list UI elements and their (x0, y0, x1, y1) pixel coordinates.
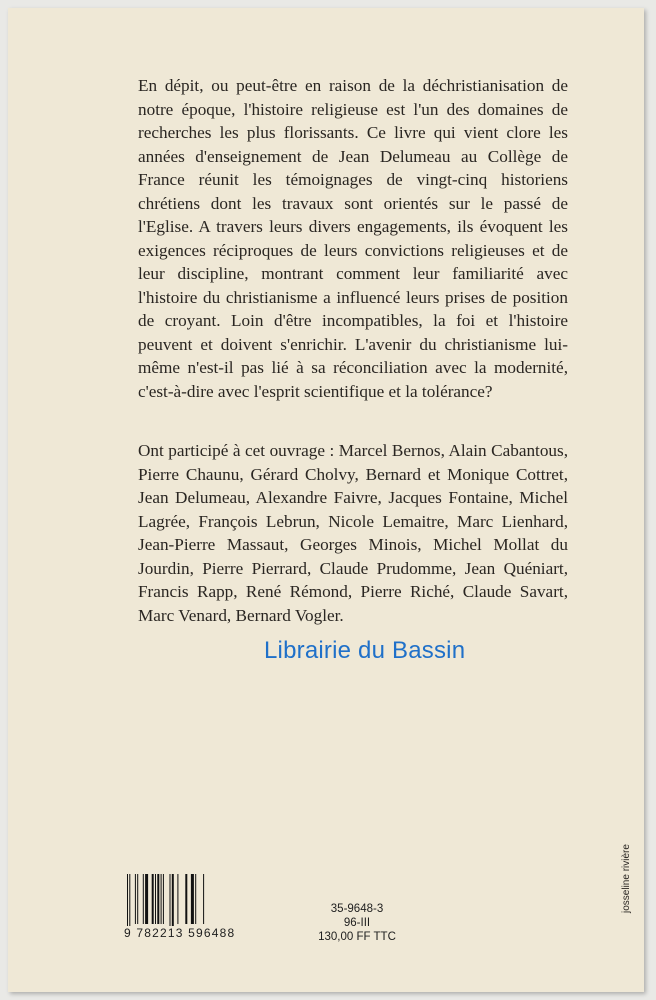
barcode-bar (127, 874, 128, 932)
book-back-cover (8, 8, 644, 992)
barcode-bar (155, 874, 156, 924)
code-line-2: 96-III (343, 917, 371, 929)
barcode-bar (161, 874, 162, 924)
barcode-bar (143, 874, 144, 924)
barcode-bar (203, 874, 204, 924)
blurb-paragraph: En dépit, ou peut-être en raison de la déchristianisation de notre époque, l'histoire religieuse est l'un des domaines de recherches les plus florissants. Ce livre qui vient clore les années d'enseignement de Jean Delumeau au Collège de France réunit les témoignages de vingt-cinq historiens chrétiens dont les travaux sont orientés sur le passé de l'Eglise. A travers leurs divers engagements, ils évoquent les exigences réciproques de leurs convictions religieuses et de leur discipline, montrant comment leur familiarité avec l'histoire du christianisme a influencé leurs prises de position de croyant. Loin d'être incompatibles, la foi et l'histoire peuvent et doivent s'enrichir. L'avenir du christianisme lui-même n'est-il pas lié à sa réconciliation avec la modernité, c'est-à-dire avec l'esprit scientifique et la tolérance? (138, 76, 568, 401)
barcode-bar (172, 874, 174, 932)
barcode-bar (129, 874, 130, 932)
barcode-bar (137, 874, 138, 924)
barcode-bar (191, 874, 194, 924)
barcode-bar (185, 874, 187, 924)
barcode-bar (135, 874, 136, 924)
product-codes (302, 902, 412, 944)
barcode-digits: 9 782213 596488 (124, 926, 236, 940)
bookshop-watermark: Librairie du Bassin (264, 637, 466, 664)
barcode-bar (170, 874, 171, 932)
publisher-credit: josseline rivière (621, 844, 632, 913)
barcode-bar (163, 874, 164, 924)
contributors-paragraph: Ont participé à cet ouvrage : Marcel Bernos, Alain Cabantous, Pierre Chaunu, Gérard Cholvy, Bernard et Monique Cottret, Jean Delumeau, Alexandre Faivre, Jacques Fontaine, Michel Lagrée, François Lebrun, Nicole Lemaitre, Marc Lienhard, Jean-Pierre Massaut, Georges Minois, Michel Mollat du Jourdin, Pierre Pierrard, Claude Prudomme, Jean Quéniart, Francis Rapp, René Rémond, Pierre Riché, Claude Savart, Marc Venard, Bernard Vogler. (138, 441, 568, 625)
barcode-bar (152, 874, 154, 924)
barcode-bar (157, 874, 159, 924)
price-label: 130,00 FF TTC (318, 931, 396, 943)
code-line-1: 35-9648-3 (330, 903, 384, 915)
barcode-bar (177, 874, 178, 924)
barcode-bar (145, 874, 148, 924)
barcode-bar (195, 874, 196, 924)
